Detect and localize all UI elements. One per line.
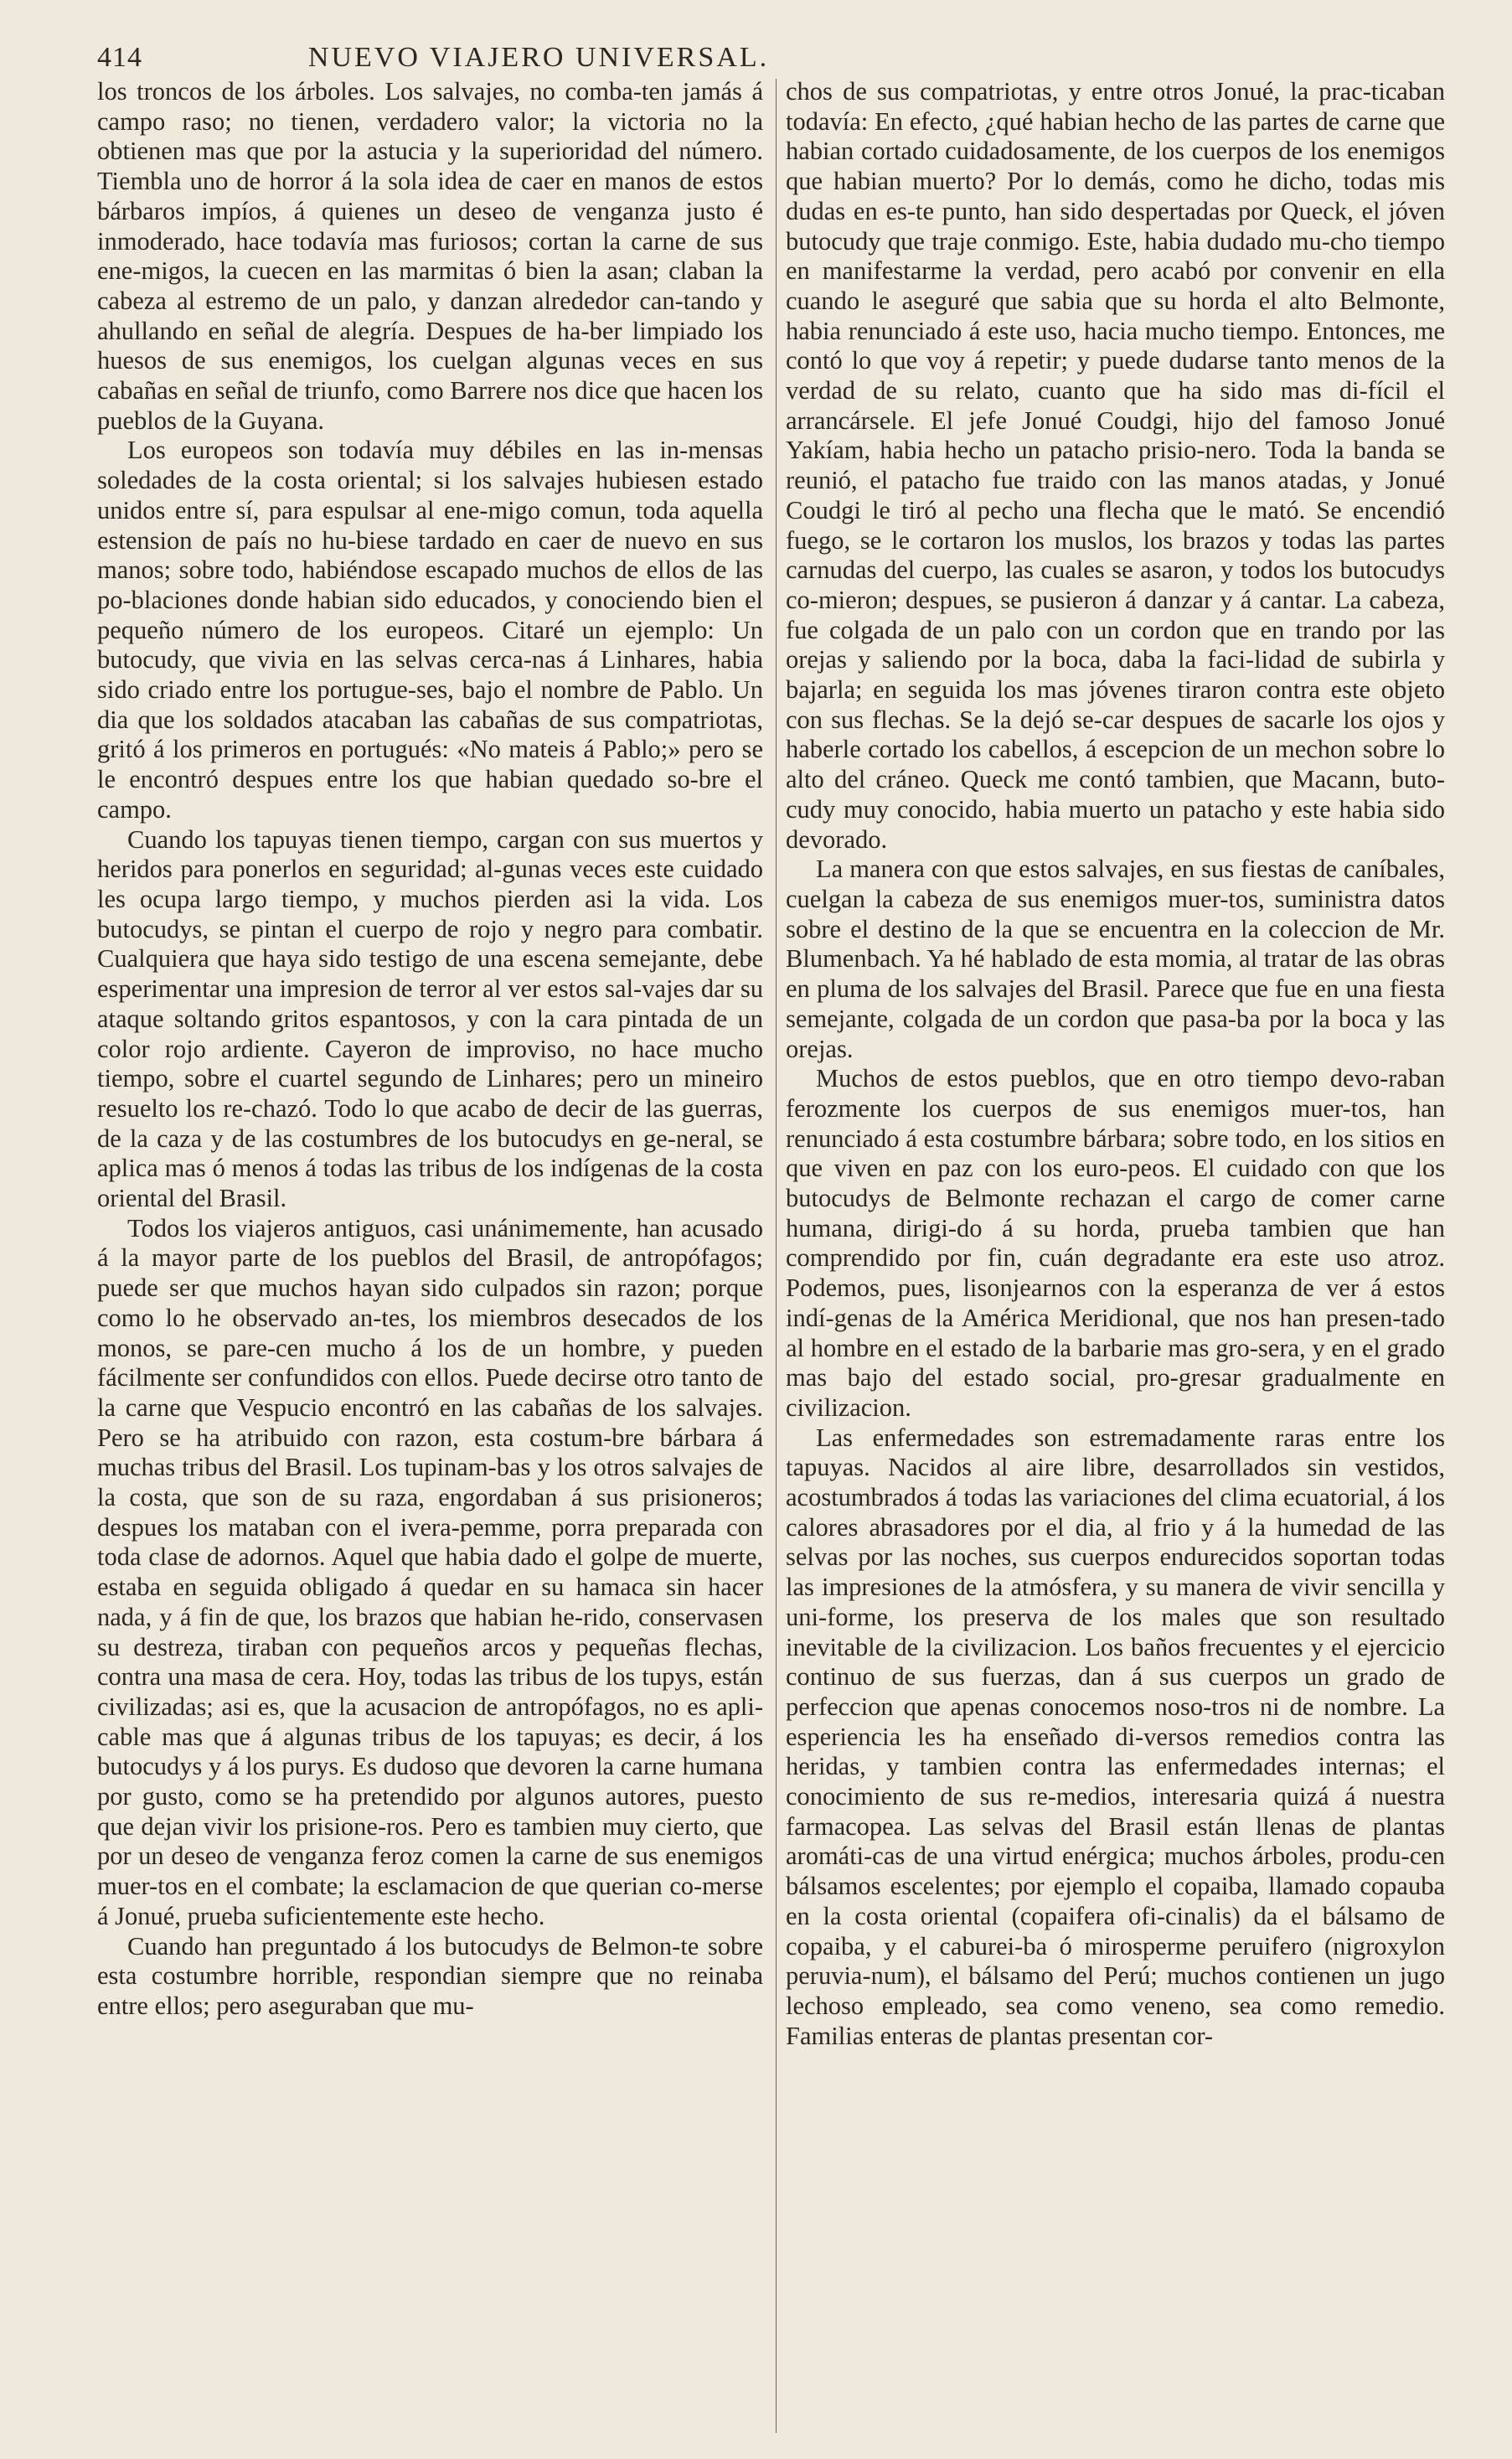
right-column (786, 77, 1445, 2431)
page-number: 414 (97, 42, 142, 73)
paragraph: Muchos de estos pueblos, que en otro tiempo devo-raban ferozmente los cuerpos de sus enemigos muer-tos, han renunciado á esta costumbre bárbara; sobre todo, en los sitios en que viven en paz con los euro-peos. El cuidado con que los butocudys de Belmonte rechazan el cargo de comer carne humana, dirigi-do á su horda, prueba tambien que han comprendido por fin, cuán degradante era este uso atroz. Podemos, pues, lisonjearnos con la esperanza de ver á estos indí-genas de la América Meridional, que nos han presen-tado al hombre en el estado de la barbarie mas gro-sera, y en el grado mas bajo del estado social, pro-gresar gradualmente en civilizacion. (786, 1064, 1445, 1422)
paragraph: Cuando han preguntado á los butocudys de Belmon-te sobre esta costumbre horrible, respondian siempre que no reinaba entre ellos; pero aseguraban que mu- (97, 1931, 763, 2020)
paragraph: La manera con que estos salvajes, en sus fiestas de caníbales, cuelgan la cabeza de sus enemigos muer-tos, suministra datos sobre el destino de la que se encuentra en la coleccion de Mr. Blumenbach. Ya hé hablado de esta momia, al tratar de las obras en pluma de los salvajes del Brasil. Parece que fue en una fiesta semejante, colgada de un cordon que pasa-ba por la boca y las orejas. (786, 855, 1445, 1063)
paragraph: chos de sus compatriotas, y entre otros Jonué, la prac-ticaban todavía: En efecto, ¿qué habian hecho de las partes de carne que habian cortado cuidadosamente, de los cuerpos de los enemigos que habian muerto? Por lo demás, como he dicho, todas mis dudas en es-te punto, han sido despertadas por Queck, el jóven butocudy que traje conmigo. Este, habia dudado mu-cho tiempo en manifestarme la verdad, pero acabó por convenir en ella cuando le aseguré que sabia que su horda el alto Belmonte, habia renunciado á este uso, hacia mucho tiempo. Entonces, me contó lo que voy á repetir; y puede dudarse tanto menos de la verdad de su relato, cuanto que ha sido mas di-fícil el arrancársele. El jefe Jonué Coudgi, hijo del famoso Jonué Yakíam, habia hecho un patacho prisio-nero. Toda la banda se reunió, el patacho fue traido con las manos atadas, y Jonué Coudgi le tiró al pecho una flecha que le mató. Se encendió fuego, se le cortaron los muslos, los brazos y todas las partes carnudas del cuerpo, las cuales se asaron, y todos los butocudys co-mieron; despues, se pusieron á danzar y á cantar. La cabeza, fue colgada de un palo con un cordon que en trando por las orejas y saliendo por la boca, daba la faci-lidad de subirla y bajarla; en seguida los mas jóvenes tiraron contra este objeto con sus flechas. Se la dejó se-car despues de sacarle los ojos y haberle cortado los cabellos, á escepcion de un mechon sobre lo alto del cráneo. Queck me contó tambien, que Macann, buto-cudy muy conocido, habia muerto un patacho y este habia sido devorado. (786, 77, 1445, 854)
page-header (97, 42, 980, 79)
column-divider (776, 79, 777, 2433)
left-column (97, 77, 763, 2431)
paragraph: Las enfermedades son estremadamente raras entre los tapuyas. Nacidos al aire libre, desarrollados sin vestidos, acostumbrados á todas las variaciones del clima ecuatorial, á los calores abrasadores por el dia, al frio y á la humedad de las selvas por las noches, sus cuerpos endurecidos soportan todas las impresiones de la atmósfera, y su manera de vivir sencilla y uni-forme, los preserva de los males que son resultado inevitable de la civilizacion. Los baños frecuentes y el ejercicio continuo de sus fuerzas, dan á sus cuerpos un grado de perfeccion que apenas conocemos noso-tros ni de nombre. La esperiencia les ha enseñado di-versos remedios contra las heridas, y tambien contra las enfermedades internas; el conocimiento de sus re-medios, interesaria quizá á nuestra farmacopea. Las selvas del Brasil están llenas de plantas aromáti-cas de una virtud enérgica; muchos árboles, produ-cen bálsamos escelentes; por ejemplo el copaiba, llamado copauba en la costa oriental (copaifera ofi-cinalis) da el bálsamo de copaiba, y el caburei-ba ó mirosperme peruifero (nigroxylon peruvia-num), el bálsamo del Perú; muchos contienen un jugo lechoso empleado, sea como veneno, sea como remedio. Familias enteras de plantas presentan cor- (786, 1423, 1445, 2050)
paragraph: Cuando los tapuyas tienen tiempo, cargan con sus muertos y heridos para ponerlos en seguridad; al-gunas veces este cuidado les ocupa largo tiempo, y muchos pierden asi la vida. Los butocudys, se pintan el cuerpo de rojo y negro para combatir. Cualquiera que haya sido testigo de una escena semejante, debe esperimentar una impresion de terror al ver estos sal-vajes dar su ataque soltando gritos espantosos, y con la cara pintada de un color rojo ardiente. Cayeron de improviso, no hace mucho tiempo, sobre el cuartel segundo de Linhares; pero un mineiro resuelto los re-chazó. Todo lo que acabo de decir de las guerras, de la caza y de las costumbres de los butocudys en ge-neral, se aplica mas ó menos á todas las tribus de los indígenas de la costa oriental del Brasil. (97, 824, 763, 1213)
paragraph: los troncos de los árboles. Los salvajes, no comba-ten jamás á campo raso; no tienen, verdadero valor; la victoria no la obtienen mas que por la astucia y la superioridad del número. Tiembla uno de horror á la sola idea de caer en manos de estos bárbaros impíos, á quienes un deseo de venganza justo é inmoderado, hace todavía mas furiosos; cortan la carne de sus ene-migos, la cuecen en las marmitas ó bien la asan; claban la cabeza al estremo de un palo, y danzan alrededor can-tando y ahullando en señal de alegría. Despues de ha-ber limpiado los huesos de sus enemigos, los cuelgan algunas veces en sus cabañas en señal de triunfo, como Barrere nos dice que hacen los pueblos de la Guyana. (97, 77, 763, 435)
paragraph: Los europeos son todavía muy débiles en las in-mensas soledades de la costa oriental; si los salvajes hubiesen estado unidos entre sí, para espulsar al ene-migo comun, toda aquella estension de país no hu-biese tardado en caer de nuevo en sus manos; sobre todo, habiéndose escapado muchos de ellos de las po-blaciones donde habian sido educados, y conociendo bien el pequeño número de los europeos. Citaré un ejemplo: Un butocudy, que vivia en las selvas cerca-nas á Linhares, habia sido criado entre los portugue-ses, bajo el nombre de Pablo. Un dia que los soldados atacaban las cabañas de sus compatriotas, gritó á los primeros en portugués: «No mateis á Pablo;» pero se le encontró despues entre los que habian quedado so-bre el campo. (97, 436, 763, 824)
paragraph: Todos los viajeros antiguos, casi unánimemente, han acusado á la mayor parte de los pueblos del Brasil, de antropófagos; puede ser que muchos hayan sido culpados sin razon; porque como lo he observado an-tes, los miembros desecados de los monos, se pare-cen mucho á los de un hombre, y pueden fácilmente ser confundidos con ellos. Puede decirse otro tanto de la carne que Vespucio encontró en las cabañas de los salvajes. Pero se ha atribuido con razon, esta costum-bre bárbara á muchas tribus del Brasil. Los tupinam-bas y los otros salvajes de la costa, que son de su raza, engordaban á sus prisioneros; despues los mataban con el ivera-pemme, porra preparada con toda clase de adornos. Aquel que habia dado el golpe de muerte, estaba en seguida obligado á quedar en su hamaca sin hacer nada, y á fin de que, los brazos que habian he-rido, conservasen su destreza, tiraban con pequeños arcos y pequeñas flechas, contra una masa de cera. Hoy, todas las tribus de los tupys, están civilizadas; asi es, que la acusacion de antropófagos, no es apli-cable mas que á algunas tribus de los tapuyas; es decir, á los butocudys y á los purys. Es dudoso que devoren la carne humana por gusto, como se ha pretendido por algunos autores, puesto que dejan vivir los prisione-ros. Pero es tambien muy cierto, que por un deseo de venganza feroz comen la carne de sus enemigos muer-tos en el combate; la esclamacion de que querian co-merse á Jonué, prueba suficientemente este hecho. (97, 1213, 763, 1930)
running-title: NUEVO VIAJERO UNIVERSAL. (307, 42, 770, 73)
